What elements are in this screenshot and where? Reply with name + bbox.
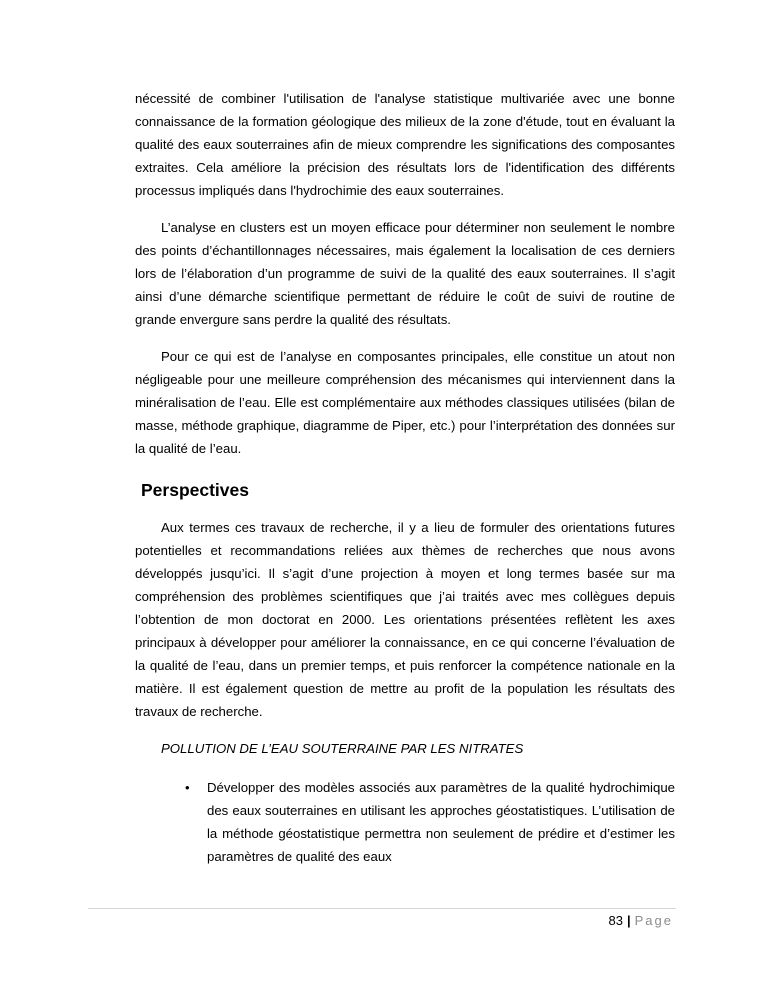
bullet-list bbox=[135, 776, 675, 868]
page-number: 83 bbox=[608, 913, 623, 928]
paragraph: nécessité de combiner l'utilisation de l'analyse statistique multivariée avec une bonne connaissance de la formation géologique des milieux de la zone d'étude, tout en évaluant la qualité des eaux souterraines afin de mieux comprendre les significations des composantes extraites. Cela améliore la précision des résultats lors de l'identification des différents processus impliqués dans l'hydrochimie des eaux souterraines. bbox=[135, 91, 675, 198]
subsection-title: POLLUTION DE L’EAU SOUTERRAINE PAR LES NITRATES bbox=[161, 741, 524, 756]
page-label: Page bbox=[634, 913, 673, 928]
section-heading: Perspectives bbox=[141, 480, 249, 500]
footer-separator: | bbox=[626, 913, 631, 928]
footer-divider bbox=[88, 908, 676, 909]
paragraph: L’analyse en clusters est un moyen efficace pour déterminer non seulement le nombre des points d’échantillonnages nécessaires, mais également la localisation de ces derniers lors de l’élaboration d’un programme de suivi de la qualité des eaux souterraines. Il s’agit ainsi d’une démarche scientifique permettant de réduire le coût de suivi de routine de grande envergure sans perdre la qualité des résultats. bbox=[135, 220, 675, 327]
page-footer bbox=[609, 911, 673, 931]
bullet-icon: • bbox=[185, 780, 190, 795]
paragraph: Aux termes ces travaux de recherche, il y a lieu de formuler des orientations futures potentielles et recommandations reliées aux thèmes de recherches que nous avons développés jusqu’ici. Il s’agit d’une projection à moyen et long termes basée sur ma compréhension des problèmes scientifiques que j’ai traités avec mes collègues depuis l’obtention de mon doctorat en 2000. Les orientations présentées reflètent les axes principaux à développer pour améliorer la connaissance, en ce qui concerne l’évaluation de la qualité de l’eau, dans un premier temps, et puis renforcer la compétence nationale en la matière. Il est également question de mettre au profit de la population les résultats des travaux de recherche. bbox=[135, 520, 675, 719]
list-item-text: Développer des modèles associés aux paramètres de la qualité hydrochimique des eaux souterraines en utilisant les approches géostatistiques. L’utilisation de la méthode géostatistique permettra non seulement de prédire et d’estimer les paramètres de qualité des eaux bbox=[207, 780, 675, 864]
list-item bbox=[135, 776, 675, 868]
page-body bbox=[135, 87, 675, 868]
paragraph: Pour ce qui est de l’analyse en composantes principales, elle constitue un atout non négligeable pour une meilleure compréhension des mécanismes qui interviennent dans la minéralisation de l’eau. Elle est complémentaire aux méthodes classiques utilisées (bilan de masse, méthode graphique, diagramme de Piper, etc.) pour l’interprétation des données sur la qualité de l’eau. bbox=[135, 349, 675, 456]
